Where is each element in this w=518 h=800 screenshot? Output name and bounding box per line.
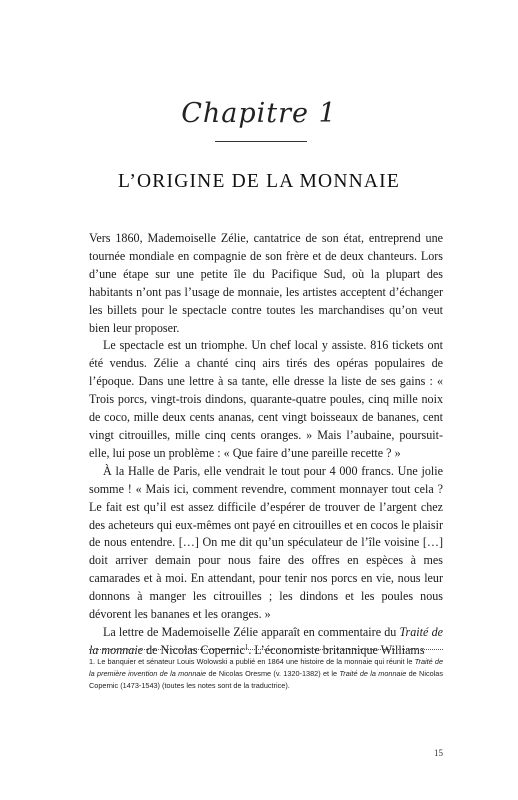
chapter-title: L’ORIGINE DE LA MONNAIE — [118, 171, 400, 192]
paragraph-4-end: . L’économiste britannique Williams — [248, 642, 425, 657]
paragraph-4-start: La lettre de Mademoiselle Zélie apparaît en commentaire du — [103, 624, 400, 639]
page-number: 15 — [434, 748, 443, 758]
footnote-title-2: Traité de la monnaie — [339, 669, 407, 679]
footnote-separator — [89, 649, 443, 650]
body-text — [89, 230, 443, 660]
chapter-underline — [215, 141, 307, 142]
paragraph-3: À la Halle de Paris, elle vendrait le tout pour 4 000 francs. Une jolie somme ! « Mais ici, comment revendre, comment monnayer tout cela ? Le fait est qu’il est assez difficile d’espérer de trouver de l’argent chez des acheteurs qui eux-mêmes ont payé en citrouilles et en cocos le plaisir de nous entendre. […] On me dit qu’un spéculateur de l’île voisine […] doit arriver demain pour nous faire des offres en espèces à mes camarades et à moi. En attendant, pour tenir nos porcs en vie, nous leur donnons à manger les citrouilles ; les dindons et les poules nous dévorent les bananes et les oranges. » — [89, 463, 443, 622]
footnote-part-a: 1. Le banquier et sénateur Louis Wolowski a publié en 1864 une histoire de la monnaie qui réunit le — [89, 657, 415, 666]
footnote-title-1: Traité de la première invention de la monnaie — [89, 657, 443, 679]
paragraph-4 — [89, 624, 443, 660]
footnote-part-c: de Nicolas Oresme (v. 1320-1382) et le — [206, 669, 340, 679]
paragraph-2: Le spectacle est un triomphe. Un chef local y assiste. 816 tickets ont été vendus. Zélie a chanté cinq airs tirés des opéras populaires de l’époque. Dans une lettre à sa tante, elle dresse la liste de ses gains : « Trois porcs, vingt-trois dindons, quarante-quatre poules, cinq mille noix de coco, mille deux cents ananas, cent vingt boisseaux de bananes, cent vingt citrouilles, mille cinq cents oranges. » Mais l’aubaine, poursuit-elle, lui pose un problème : « Que faire d’une pareille recette ? » — [89, 338, 443, 460]
footnote — [89, 656, 443, 693]
footnote-reference[interactable]: 1 — [244, 642, 249, 651]
paragraph-1: Vers 1860, Mademoiselle Zélie, cantatrice de son état, entreprend une tournée mondiale en compagnie de son frère et de deux chanteurs. Lors d’une étape sur une petite île du Pacifique Sud, où la plupart des habitants n’ont pas l’usage de monnaie, les artistes acceptent d’échanger les billets pour le spectacle contre toutes les marchandises qu’on veut bien leur proposer. — [89, 231, 443, 335]
paragraph-4-mid: de Nicolas Copernic — [143, 642, 245, 657]
chapter-label: Chapitre 1 — [181, 98, 337, 129]
book-title-italic: Traité de la monnaie — [89, 624, 443, 657]
footnote-part-e: de Nicolas Copernic (1473-1543) (toutes les notes sont de la traductrice). — [89, 669, 443, 691]
